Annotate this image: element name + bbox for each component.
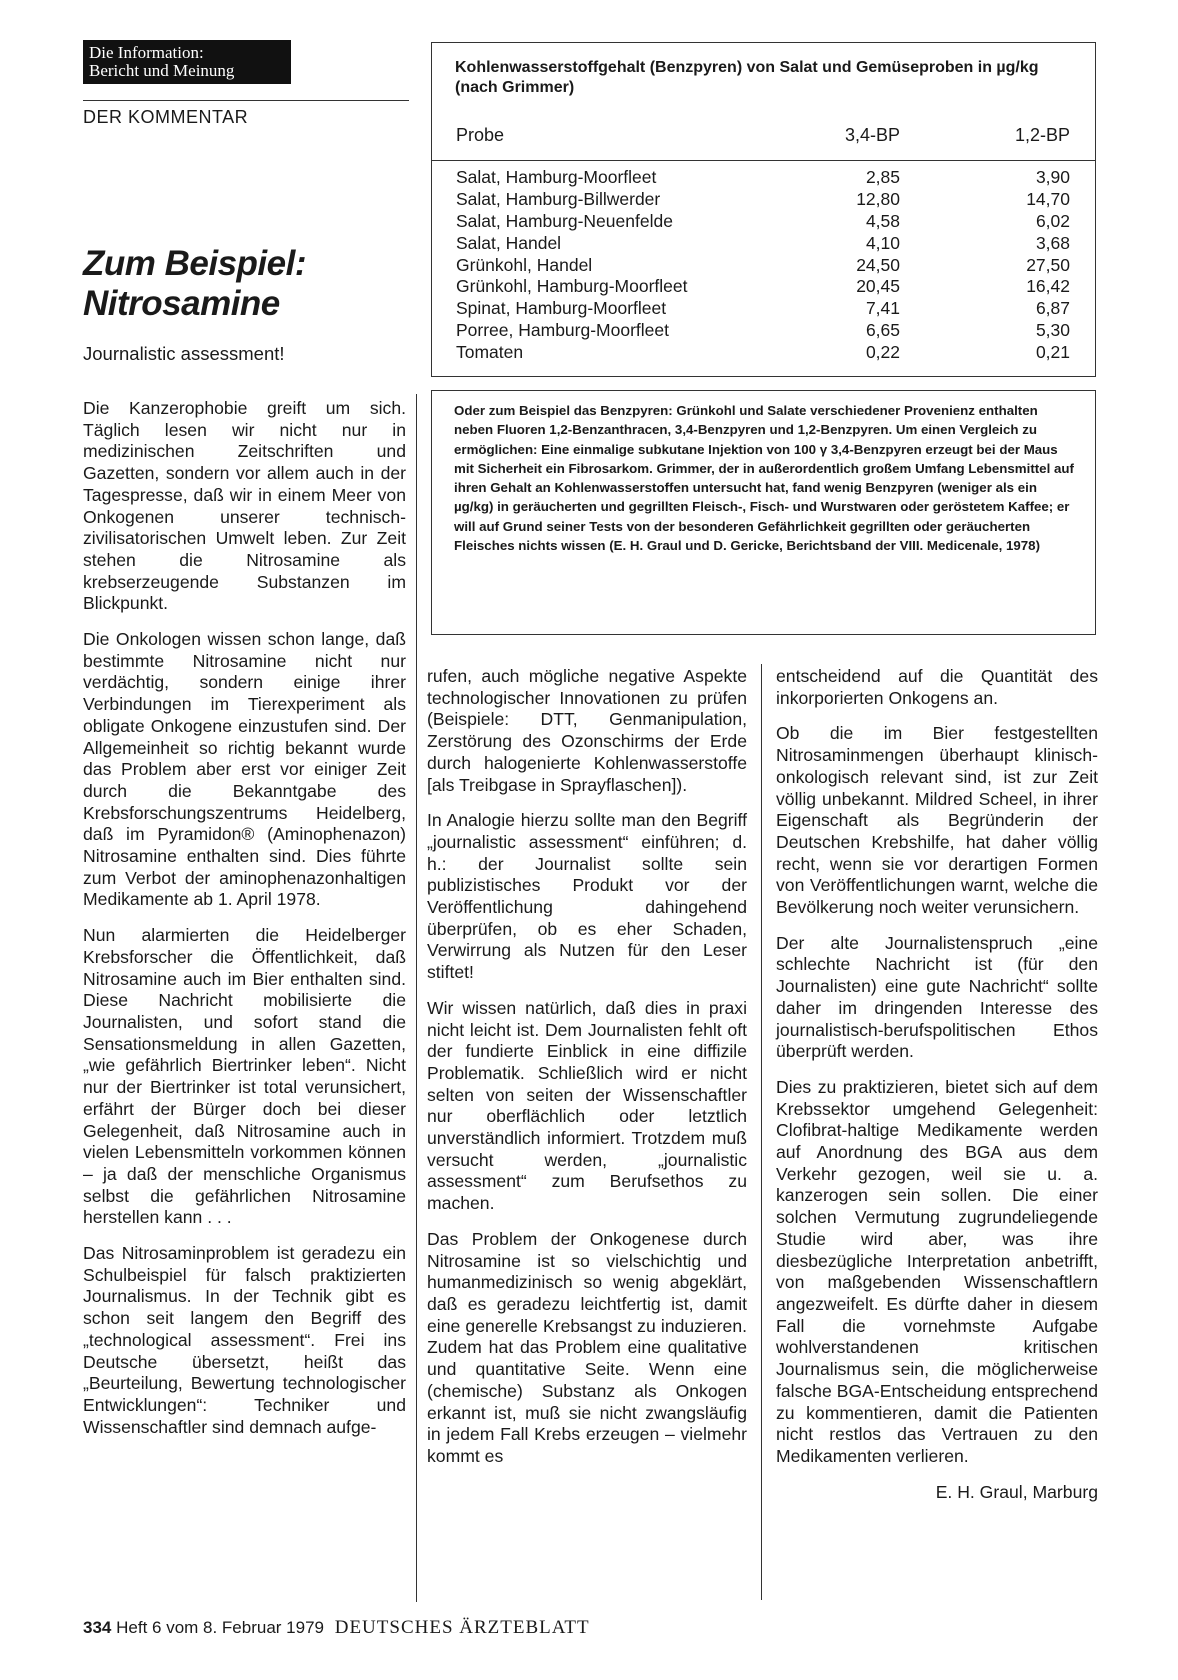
table-cell-probe: Grünkohl, Handel (456, 254, 593, 275)
header-divider (83, 100, 409, 101)
table-cell-probe: Salat, Hamburg-Billwerder (456, 188, 661, 209)
paragraph: Die Kanzerophobie greift um sich. Täglich lesen wir nicht nur in medizinischen Zeitschriften und Gazetten, sondern vor allem auch in der Tagespresse, daß wir in einem Meer von Onkogenen unserer technisch-zivilisatorischen Umwelt leben. Zur Zeit stehen die Nitrosamine als krebserzeugende Substanzen im Blickpunkt. (83, 398, 406, 614)
table-cell-34bp: 6,65 (865, 320, 900, 341)
column-middle (427, 666, 747, 1482)
table-cell-12bp: 14,70 (1026, 188, 1070, 209)
badge-line-2: Bericht und Meinung (89, 61, 235, 80)
article-subtitle: Journalistic assessment! (83, 343, 285, 364)
table-header-divider (431, 160, 1096, 161)
figure-caption: Oder zum Beispiel das Benzpyren: Grünkohl und Salate verschiedener Provenienz enthalten neben Fluoren 1,2-Benzanthracen, 3,4-Benzpyren und 1,2-Benzpyren. Um einen Vergleich zu ermöglichen: Eine einmalige subkutane Injektion von 100 γ 3,4-Benzpyren erzeugt bei der Maus mit Sicherheit ein Fibrosarkom. Grimmer, der in außerordentlich großem Umfang Lebensmittel auf ihren Gehalt an Kohlenwasserstoffen untersucht hat, fand wenig Benzpyren (weniger als ein µg/kg) in geräucherten und gegrillten Fleisch-, Fisch- und Wurstwaren oder geröstetem Kaffee; er will auf Grund seiner Tests von der besonderen Gefährlichkeit gegrillten oder geräucherten Fleisches nichts wissen (E. H. Graul und D. Gericke, Berichtsband der VIII. Medicenale, 1978) (454, 403, 1074, 554)
table-cell-probe: Grünkohl, Hamburg-Moorfleet (456, 276, 688, 297)
table-cell-34bp: 4,58 (865, 210, 900, 231)
paragraph: Wir wissen natürlich, daß dies in praxi nicht leicht ist. Dem Journalisten fehlt oft der fundierte Einblick in eine diffizile Problematik. Schließlich wird er nicht selten von seiten der Wissenschaftler nur oberflächlich oder letztlich unverständlich informiert. Trotzdem muß versucht werden, „journalistic assessment“ zum Berufsethos zu machen. (427, 997, 747, 1214)
table-cell-probe: Spinat, Hamburg-Moorfleet (456, 298, 667, 319)
table-row (456, 167, 1070, 189)
column-divider (761, 664, 762, 1600)
table-cell-12bp: 3,90 (1035, 167, 1070, 187)
section-heading: DER KOMMENTAR (83, 107, 249, 127)
column-left (83, 398, 406, 1452)
table-cell-probe: Salat, Hamburg-Neuenfelde (456, 210, 673, 231)
paragraph: Ob die im Bier festgestellten Nitrosaminmengen überhaupt klinisch-onkologisch relevant sind, ist zur Zeit völlig unbekannt. Mildred Scheel, in ihrer Eigenschaft als Begründerin der Deutschen Krebshilfe, hat daher völlig recht, wenn sie vor derartigen Formen von Veröffentlichungen warnt, welche die Bevölkerung noch weiter verunsichern. (776, 723, 1098, 918)
page-number: 334 (83, 1618, 112, 1637)
table-cell-12bp: 16,42 (1026, 276, 1070, 297)
data-table-body (456, 167, 1070, 364)
table-cell-34bp: 24,50 (856, 254, 900, 275)
table-row (456, 211, 1070, 233)
table-row (456, 276, 1070, 298)
table-header-12bp: 1,2-BP (1014, 125, 1070, 145)
table-cell-probe: Salat, Hamburg-Moorfleet (456, 167, 657, 187)
journal-name: DEUTSCHES ÄRZTEBLATT (334, 1617, 590, 1638)
table-cell-probe: Tomaten (456, 342, 524, 363)
paragraph: Die Onkologen wissen schon lange, daß bestimmte Nitrosamine nicht nur verdächtig, sondern einige ihrer Verbindungen im Tierexperiment als obligate Onkogene einzustufen sind. Der Allgemeinheit so richtig bekannt wurde das Problem aber erst vor einiger Zeit durch die Bekanntgabe des Krebsforschungszentrums Heidelberg, daß im Pyramidon® (Aminophenazon) Nitrosamine enthalten sind. Dies führte zum Verbot der aminophenazonhaltigen Medikamente ab 1. April 1978. (83, 629, 406, 910)
issue-info: Heft 6 vom 8. Februar 1979 (116, 1618, 324, 1637)
paragraph: Der alte Journalistenspruch „eine schlechte Nachricht ist (für den Journalisten) eine gute Nachricht“ sollte daher im dringenden Interesse des journalistisch-berufspolitischen Ethos überprüft werden. (776, 932, 1098, 1062)
paragraph: rufen, auch mögliche negative Aspekte technologischer Innovationen zu prüfen (Beispiele: DTT, Genmanipulation, Zerstörung des Ozonschirms der Erde durch halogenierte Kohlenwasserstoffe [als Treibgase in Sprayflaschen]). (427, 666, 747, 795)
table-cell-34bp: 2,85 (865, 167, 900, 187)
table-cell-34bp: 7,41 (865, 298, 900, 319)
table-cell-12bp: 27,50 (1026, 254, 1070, 275)
title-line-2: Nitrosamine (83, 284, 280, 323)
paragraph: Dies zu praktizieren, bietet sich auf dem Krebssektor umgehend Gelegenheit: Clofibrat-haltige Medikamente werden auf Anordnung des BGA aus dem Verkehr gezogen, weil sie u. a. kanzerogen sein sollen. Die einer solchen Vermutung zugrundeliegende Studie wird aber, was ihre diesbezügliche Interpretation anbetrifft, von maßgebenden Wissenschaftlern angezweifelt. Es dürfte daher in diesem Fall die vornehmste Aufgabe wohlverstandenen kritischen Journalismus sein, die möglicherweise falsche BGA-Entscheidung entsprechend zu kommentieren, damit die Patienten nicht restlos das Vertrauen zu den Medikamenten verlieren. (776, 1076, 1098, 1466)
table-cell-probe: Porree, Hamburg-Moorfleet (456, 320, 669, 341)
table-cell-12bp: 6,02 (1035, 210, 1070, 231)
table-cell-probe: Salat, Handel (456, 232, 562, 253)
title-line-1: Zum Beispiel: (83, 244, 306, 283)
table-cell-12bp: 3,68 (1035, 232, 1070, 253)
article-title (83, 244, 306, 324)
section-badge (83, 40, 291, 84)
table-row (456, 189, 1070, 211)
table-cell-34bp: 20,45 (856, 276, 900, 297)
table-cell-34bp: 0,22 (865, 342, 900, 363)
table-cell-12bp: 6,87 (1035, 298, 1070, 319)
column-right (776, 666, 1098, 1503)
table-row (456, 342, 1070, 364)
paragraph: In Analogie hierzu sollte man den Begriff „journalistic assessment“ einführen; d. h.: der Journalist sollte sein publizistisches Produkt vor der Veröffentlichung dahingehend überprüfen, ob es eher Schaden, Verwirrung als Nutzen für den Leser stiftet! (427, 810, 747, 983)
badge-line-1: Die Information: (89, 43, 204, 62)
paragraph: Das Nitrosaminproblem ist geradezu ein Schulbeispiel für falsch praktizierten Journalismus. In der Technik gibt es schon seit langem den Begriff des „technological assessment“. Frei ins Deutsche übersetzt, heißt das „Beurteilung, Bewertung technologischer Entwicklungen“: Techniker und Wissenschaftler sind demnach aufge- (83, 1243, 406, 1437)
paragraph: entscheidend auf die Quantität des inkorporierten Onkogens an. (776, 666, 1098, 708)
table-cell-12bp: 0,21 (1035, 342, 1070, 363)
table-row (456, 298, 1070, 320)
page-footer (83, 1617, 590, 1639)
table-caption: Kohlenwasserstoffgehalt (Benzpyren) von Salat und Gemüseproben in µg/kg (nach Grimmer) (455, 59, 1039, 96)
table-cell-34bp: 4,10 (865, 232, 900, 253)
table-cell-34bp: 12,80 (856, 188, 900, 209)
table-cell-12bp: 5,30 (1035, 320, 1070, 341)
table-header-probe: Probe (456, 125, 505, 145)
table-row (456, 233, 1070, 255)
author-signature: E. H. Graul, Marburg (935, 1481, 1098, 1502)
table-header-34bp: 3,4-BP (844, 125, 900, 145)
column-divider (416, 394, 417, 1602)
table-row (456, 320, 1070, 342)
paragraph: Das Problem der Onkogenese durch Nitrosamine ist so vielschichtig und humanmedizinisch so wenig abgeklärt, daß es geradezu leichtfertig ist, damit eine generelle Krebsangst zu induzieren. Zudem hat das Problem eine qualitative und quantitative Seite. Wenn eine (chemische) Substanz als Onkogen erkannt ist, muß sie nicht zwangsläufig in jedem Fall Krebs erzeugen – vielmehr kommt es (427, 1228, 747, 1466)
paragraph: Nun alarmierten die Heidelberger Krebsforscher die Öffentlichkeit, daß Nitrosamine auch im Bier enthalten sind. Diese Nachricht mobilisierte die Journalisten, und sofort stand die Sensationsmeldung in allen Gazetten, „wie gefährlich Biertrinker leben“. Nicht nur der Biertrinker ist total verunsichert, erfährt der Bürger doch bei dieser Gelegenheit, daß Nitrosamine auch in vielen Lebensmitteln vorkommen können – ja daß der menschliche Organismus selbst die gefährlichen Nitrosamine herstellen kann . . . (83, 925, 406, 1228)
table-row (456, 255, 1070, 277)
